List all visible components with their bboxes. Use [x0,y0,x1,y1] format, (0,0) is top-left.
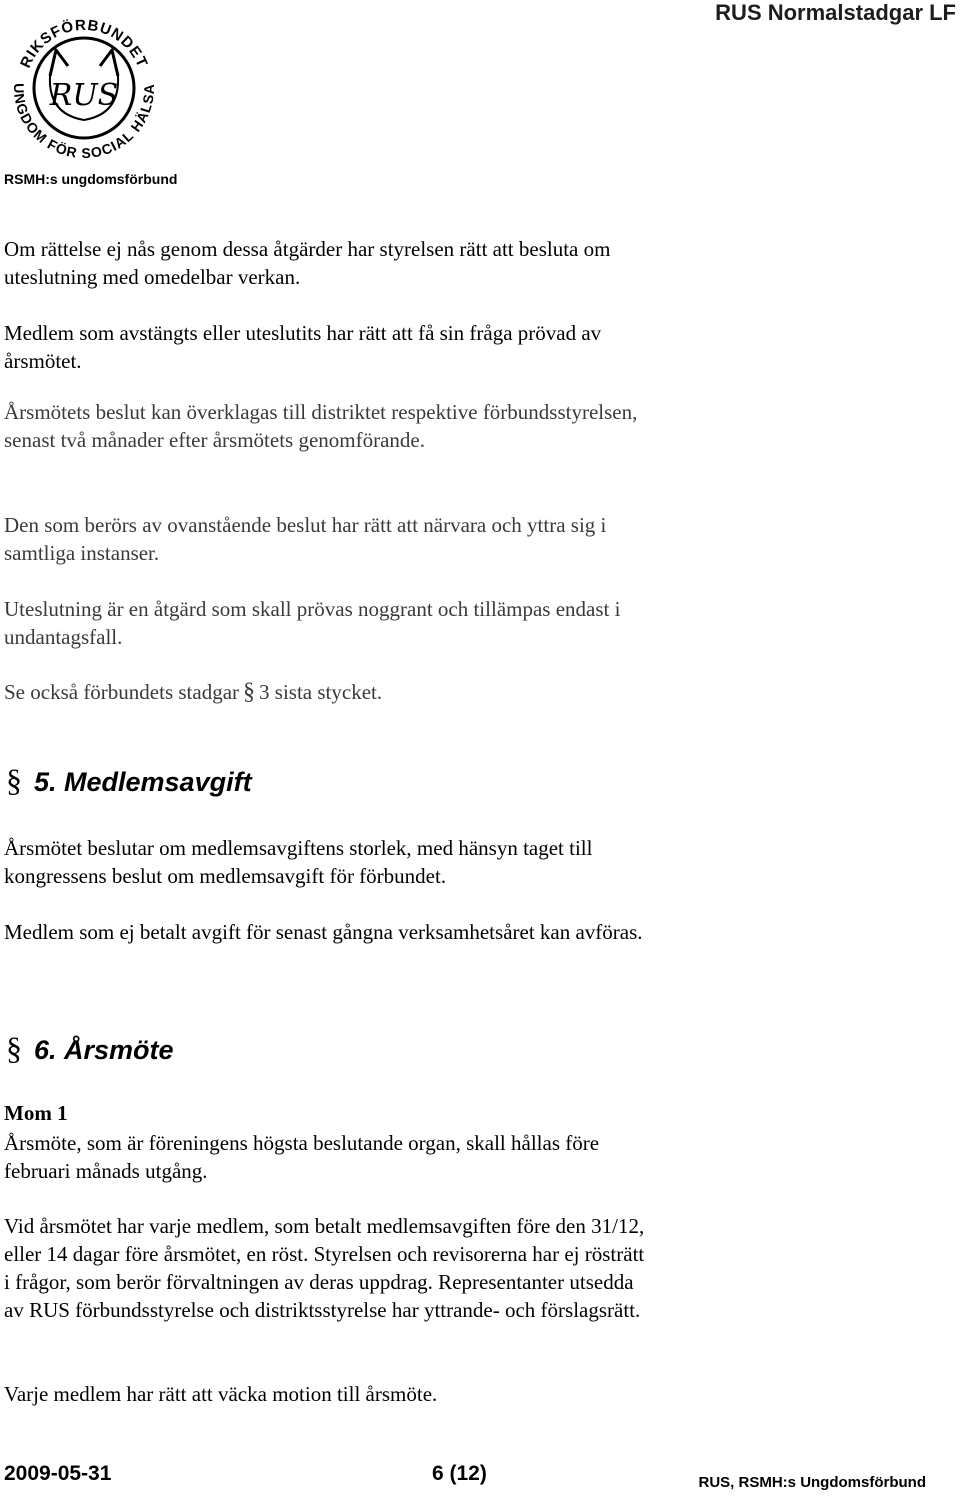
section-title: 5. Medlemsavgift [34,767,252,797]
paragraph: Årsmötet beslutar om medlemsavgiftens storlek, med hänsyn taget till kongressens beslut om medlemsavgift för förbundet. [4,836,593,888]
paragraph: Varje medlem har rätt att väcka motion till årsmöte. [4,1382,438,1406]
section-symbol: § [6,762,22,798]
paragraph: Medlem som ej betalt avgift för senast gångna verksamhetsåret kan avföras. [4,920,643,944]
org-tag: RSMH:s ungdomsförbund [4,171,178,187]
section-heading [6,1032,174,1066]
paragraph: Den som berörs av ovanstående beslut har rätt att närvara och yttra sig i samtliga instanser. [4,513,607,565]
paragraph: Vid årsmötet har varje medlem, som betalt medlemsavgiften före den 31/12, eller 14 dagar före årsmötet, en röst. Styrelsen och revisorerna har ej rösträtt i frågor, som berör förvaltningen av deras uppdrag. Representanter utsedda av RUS förbundsstyrelse och distriktsstyrelse har yttrande- och förslagsrätt. [4,1214,645,1322]
document-title: RUS Normalstadgar LF [715,0,956,25]
subsection-label: Mom 1 [4,1101,68,1125]
logo-center-text: RUS [49,78,119,113]
footer-date: 2009-05-31 [4,1462,112,1485]
section-symbol: § [243,679,256,705]
logo-arc-top: RIKSFÖRBUNDET [17,16,151,71]
footer-organization: RUS, RSMH:s Ungdomsförbund [698,1474,926,1491]
section-title: 6. Årsmöte [34,1035,174,1065]
footer-page-number: 6 (12) [432,1462,487,1485]
paragraph: Årsmötets beslut kan överklagas till distriktet respektive förbundsstyrelsen, senast två månader efter årsmötets genomförande. [4,400,638,452]
rus-logo [4,2,164,168]
paragraph: Om rättelse ej nås genom dessa åtgärder har styrelsen rätt att besluta om uteslutning med omedelbar verkan. [4,237,611,289]
paragraph-see-also [4,678,654,706]
paragraph: Medlem som avstängts eller uteslutits har rätt att få sin fråga prövad av årsmötet. [4,321,602,373]
see-also-ref: 3 sista stycket. [259,680,383,704]
svg-text:RIKSFÖRBUNDET [17,17,151,71]
section-heading [6,764,252,798]
paragraph: Årsmöte, som är föreningens högsta beslutande organ, skall hållas före februari månads utgång. [4,1131,600,1183]
section-symbol: § [6,1030,22,1066]
paragraph: Uteslutning är en åtgärd som skall prövas noggrant och tillämpas endast i undantagsfall. [4,597,621,649]
logo-arc-bottom: UNGDOM FÖR SOCIAL HÄLSA [10,83,158,162]
see-also-text: Se också förbundets stadgar [4,680,240,704]
